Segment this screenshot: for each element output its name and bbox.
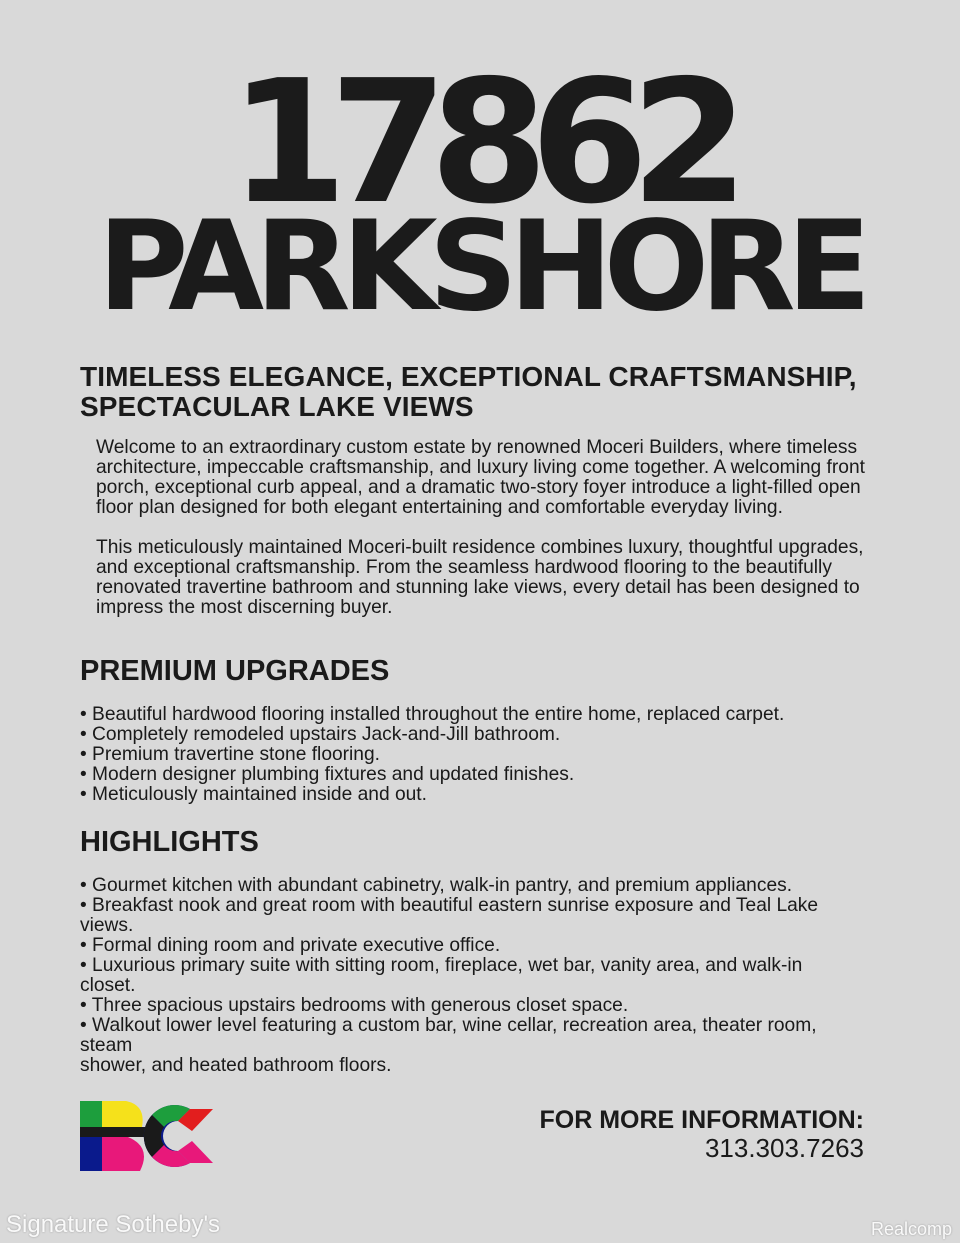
tagline	[80, 362, 900, 422]
list-item: • Completely remodeled upstairs Jack-and-Jill bathroom.	[80, 724, 561, 745]
watermark-brokerage: Signature Sotheby's	[6, 1211, 221, 1238]
intro-text	[96, 438, 886, 638]
contact-label: FOR MORE INFORMATION:	[539, 1106, 864, 1134]
contact-info	[540, 1106, 865, 1162]
premium-upgrades-heading: PREMIUM UPGRADES	[80, 655, 390, 687]
tagline-line-1: TIMELESS ELEGANCE, EXCEPTIONAL CRAFTSMANSHIP,	[80, 361, 857, 392]
list-item: • Luxurious primary suite with sitting room, fireplace, wet bar, vanity area, and walk-in closet.	[80, 955, 803, 996]
list-item: • Modern designer plumbing fixtures and updated finishes.	[80, 764, 575, 785]
highlights-heading: HIGHLIGHTS	[80, 826, 259, 858]
highlights-list	[80, 876, 860, 1076]
list-item: • Premium travertine stone flooring.	[80, 744, 380, 765]
tagline-line-2: SPECTACULAR LAKE VIEWS	[80, 391, 474, 422]
intro-paragraph-1: Welcome to an extraordinary custom estate by renowned Moceri Builders, where timeless architecture, impeccable craftsmanship, and luxury living come together. A welcoming front porch, exceptional curb appeal, and a dramatic two-story foyer introduce a light-filled open floor plan designed for both elegant entertaining and comfortable everyday living.	[96, 437, 865, 518]
street-name: PARKSHORE	[97, 195, 863, 339]
premium-upgrades-list	[80, 705, 860, 805]
bc-logo-icon	[80, 1101, 213, 1171]
list-item: • Breakfast nook and great room with beautiful eastern sunrise exposure and Teal Lake views.	[80, 895, 819, 936]
list-item: • Gourmet kitchen with abundant cabinetry, walk-in pantry, and premium appliances.	[80, 875, 793, 896]
address-number: 17862	[229, 44, 731, 242]
list-item: • Walkout lower level featuring a custom bar, wine cellar, recreation area, theater room, steam	[80, 1015, 817, 1056]
list-item: • Beautiful hardwood flooring installed throughout the entire home, replaced carpet.	[80, 704, 785, 725]
watermark-mls: Realcomp	[870, 1219, 952, 1239]
list-item: shower, and heated bathroom floors.	[80, 1055, 392, 1076]
list-item: • Formal dining room and private executive office.	[80, 935, 501, 956]
list-item: • Meticulously maintained inside and out.	[80, 784, 427, 805]
contact-phone: 313.303.7263	[704, 1133, 864, 1163]
intro-paragraph-2: This meticulously maintained Moceri-built residence combines luxury, thoughtful upgrades, and exceptional craftsmanship. From the seamless hardwood flooring to the beautifully renovated travertine bathroom and stunning lake views, every detail has been designed to impress the most discerning buyer.	[96, 537, 864, 618]
list-item: • Three spacious upstairs bedrooms with generous closet space.	[80, 995, 629, 1016]
